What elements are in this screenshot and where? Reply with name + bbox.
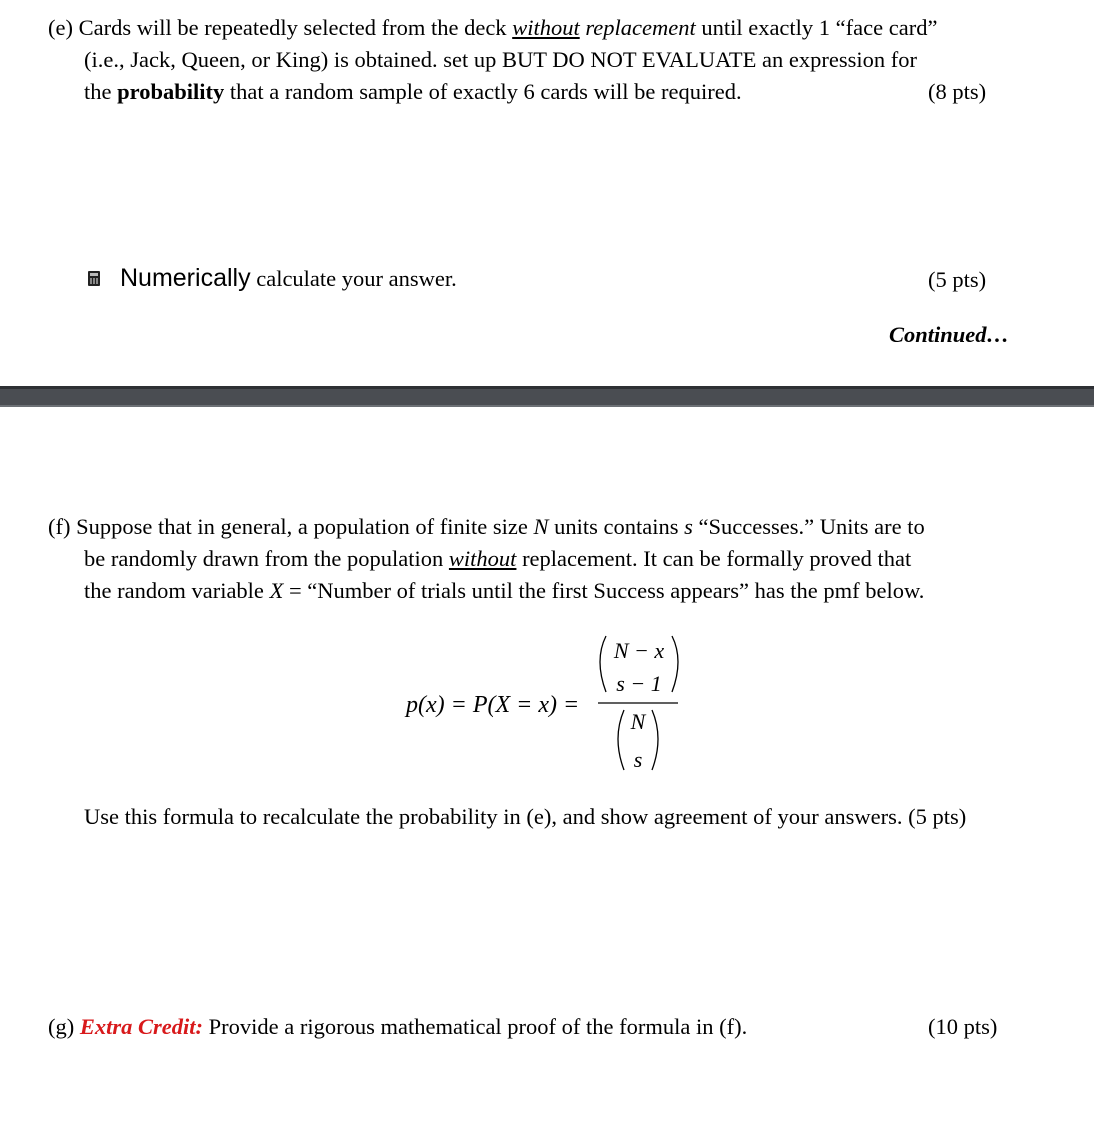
emphasis-without: without bbox=[512, 15, 580, 40]
part-e-label: (e) bbox=[48, 15, 73, 40]
part-f-line-1: (f) Suppose that in general, a population of finite size N units contains s “Successes.” Units are to bbox=[48, 514, 925, 539]
numeric-instruction: Numerically calculate your answer. bbox=[120, 264, 457, 292]
num-bottom: s − 1 bbox=[616, 671, 662, 696]
part-f-label: (f) bbox=[48, 514, 71, 539]
num-right-paren bbox=[672, 636, 678, 692]
continued-label: Continued… bbox=[889, 322, 1010, 347]
part-e-points: (8 pts) bbox=[928, 79, 987, 104]
den-left-paren bbox=[618, 710, 624, 770]
part-g-points: (10 pts) bbox=[928, 1014, 998, 1039]
page-divider bbox=[0, 386, 1094, 407]
num-left-paren bbox=[600, 636, 606, 692]
part-f-line-2: be randomly drawn from the population without replacement. It can be formally proved that bbox=[84, 546, 912, 571]
den-right-paren bbox=[652, 710, 658, 770]
part-f-use-line: Use this formula to recalculate the probability in (e), and show agreement of your answers. (5 pts) bbox=[84, 804, 967, 829]
calculator-icon bbox=[88, 271, 100, 286]
part-g-line: (g) Extra Credit: Provide a rigorous mathematical proof of the formula in (f). bbox=[48, 1014, 748, 1039]
numeric-points: (5 pts) bbox=[928, 267, 987, 292]
part-e-line-2: (i.e., Jack, Queen, or King) is obtained. set up BUT DO NOT EVALUATE an expression for bbox=[84, 47, 917, 72]
extra-credit-label: Extra Credit: bbox=[79, 1014, 204, 1039]
den-bottom: s bbox=[633, 747, 643, 772]
part-e-line-3: the probability that a random sample of exactly 6 cards will be required. bbox=[84, 79, 742, 104]
part-e-line-1: (e) Cards will be repeatedly selected from the deck without replacement until exactly 1 “face card” bbox=[48, 15, 938, 40]
pmf-lhs: p(x) = P(X = x) = bbox=[406, 692, 580, 718]
den-top: N bbox=[630, 709, 646, 734]
pmf-fraction bbox=[594, 630, 686, 778]
part-g-label: (g) bbox=[48, 1014, 75, 1039]
part-f-line-3: the random variable X = “Number of trials until the first Success appears” has the pmf below. bbox=[84, 578, 925, 603]
num-top: N − x bbox=[613, 638, 665, 663]
